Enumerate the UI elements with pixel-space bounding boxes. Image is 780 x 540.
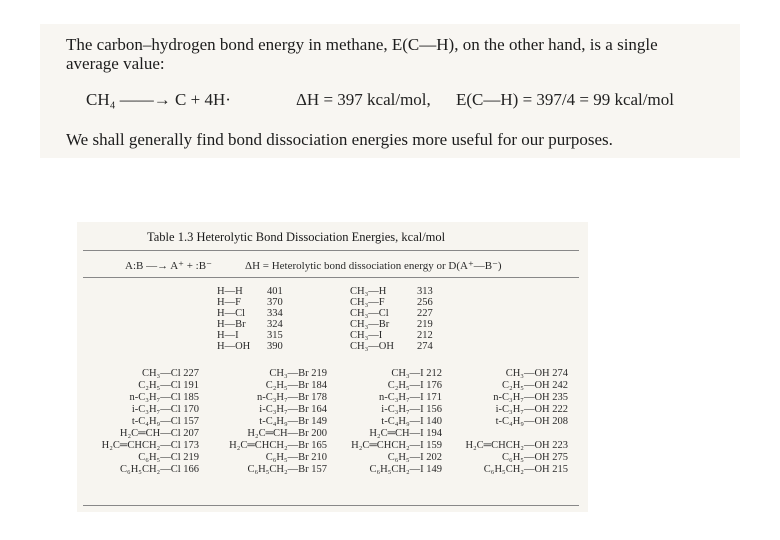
table-row: i-C₃H₇—Br 164 [259,404,327,415]
table-cell-energy: 219 [417,319,433,330]
table-cell-energy: 227 [417,308,433,319]
table-row: C₆H₅CH₂—I 149 [369,464,442,475]
table-1-3 [77,222,588,512]
table-row: H₂C═CH—Cl 207 [119,428,199,439]
table-cell-energy: 315 [267,330,283,341]
table-row: n-C₃H₇—I 171 [378,392,442,403]
table-cell-bond: H—H [217,286,243,297]
table-row: t-C₄H₉—I 140 [381,416,442,427]
table-row: C₂H₅—Cl 191 [138,380,199,391]
table-row: H₂C═CH—Br 200 [247,428,327,439]
table-row: H₂C═CHCH₂—Br 165 [229,440,327,451]
table-cell-bond: H—Cl [217,308,246,319]
table-row: i-C₃H₇—Cl 170 [131,404,199,415]
table-row: n-C₃H₇—Cl 185 [129,392,199,403]
table-reaction-scheme: A:B —→ A⁺ + :B⁻ [125,260,212,272]
paragraph-2: We shall generally find bond dissociation energies more useful for our purposes. [66,130,613,149]
table-row: t-C₄H₉—Br 149 [259,416,327,427]
table-top-rule [83,250,579,251]
table-cell-energy: 401 [267,286,283,297]
table-cell-bond: H—OH [217,341,251,352]
table-row: C₂H₅—I 176 [387,380,442,391]
paragraph-line-1: The carbon–hydrogen bond energy in methane, E(C—H), on the other hand, is a single [66,35,658,54]
table-row: C₆H₅CH₂—Br 157 [247,464,327,475]
table-row: CH₃—Br 219 [269,368,327,379]
table-row: C₂H₅—Br 184 [265,380,327,391]
table-row: C₆H₅—OH 275 [502,452,568,463]
table-bottom-rule [83,505,579,506]
table-row: H₂C═CHCH₂—OH 223 [465,440,568,451]
table-cell-energy: 370 [267,297,283,308]
table-row: n-C₃H₇—Br 178 [256,392,327,403]
table-cell-bond: CH₃—Br [350,319,390,330]
table-cell-energy: 313 [417,286,433,297]
table-row: C₆H₅—Br 210 [265,452,327,463]
bond-energy-equation: E(C—H) = 397/4 = 99 kcal/mol [456,90,674,109]
table-cell-bond: CH₃—Cl [350,308,389,319]
paragraph-line-2: average value: [66,54,165,73]
table-cell-energy: 324 [267,319,283,330]
reaction-equation: CH₄ ——→ C + 4H· [86,90,231,109]
table-header-rule [83,277,579,278]
table-cell-bond: CH₃—I [350,330,383,341]
table-definition: ΔH = Heterolytic bond dissociation energy or D(A⁺—B⁻) [245,260,502,272]
table-row: CH₃—I 212 [391,368,442,379]
table-cell-energy: 212 [417,330,433,341]
table-row: CH₃—OH 274 [505,368,568,379]
table-cell-bond: H—Br [217,319,246,330]
table-row: H₂C═CHCH₂—Cl 173 [101,440,199,451]
table-row: CH₃—Cl 227 [141,368,199,379]
table-row: C₆H₅CH₂—Cl 166 [120,464,199,475]
table-cell-energy: 390 [267,341,283,352]
delta-h-value: ΔH = 397 kcal/mol, [296,90,431,109]
table-row: t-C₄H₉—Cl 157 [131,416,199,427]
table-cell-bond: CH₃—OH [350,341,394,352]
table-row: i-C₃H₇—OH 222 [495,404,568,415]
table-cell-bond: CH₃—H [350,286,387,297]
table-cell-bond: CH₃—F [350,297,385,308]
table-title: Table 1.3 Heterolytic Bond Dissociation Energies, kcal/mol [147,230,446,244]
table-row: H₂C═CHCH₂—I 159 [351,440,442,451]
table-cell-energy: 274 [417,341,433,352]
table-row: C₂H₅—OH 242 [502,380,568,391]
table-row: i-C₃H₇—I 156 [381,404,442,415]
table-row: C₆H₅—Cl 219 [138,452,199,463]
table-row: C₆H₅—I 202 [387,452,442,463]
table-cell-bond: H—I [217,330,239,341]
table-cell-energy: 334 [267,308,283,319]
table-cell-energy: 256 [417,297,433,308]
table-row: H₂C═CH—I 194 [369,428,442,439]
table-cell-bond: H—F [217,297,241,308]
table-row: C₆H₅CH₂—OH 215 [483,464,568,475]
table-row: t-C₄H₉—OH 208 [495,416,568,427]
table-row: n-C₃H₇—OH 235 [493,392,568,403]
